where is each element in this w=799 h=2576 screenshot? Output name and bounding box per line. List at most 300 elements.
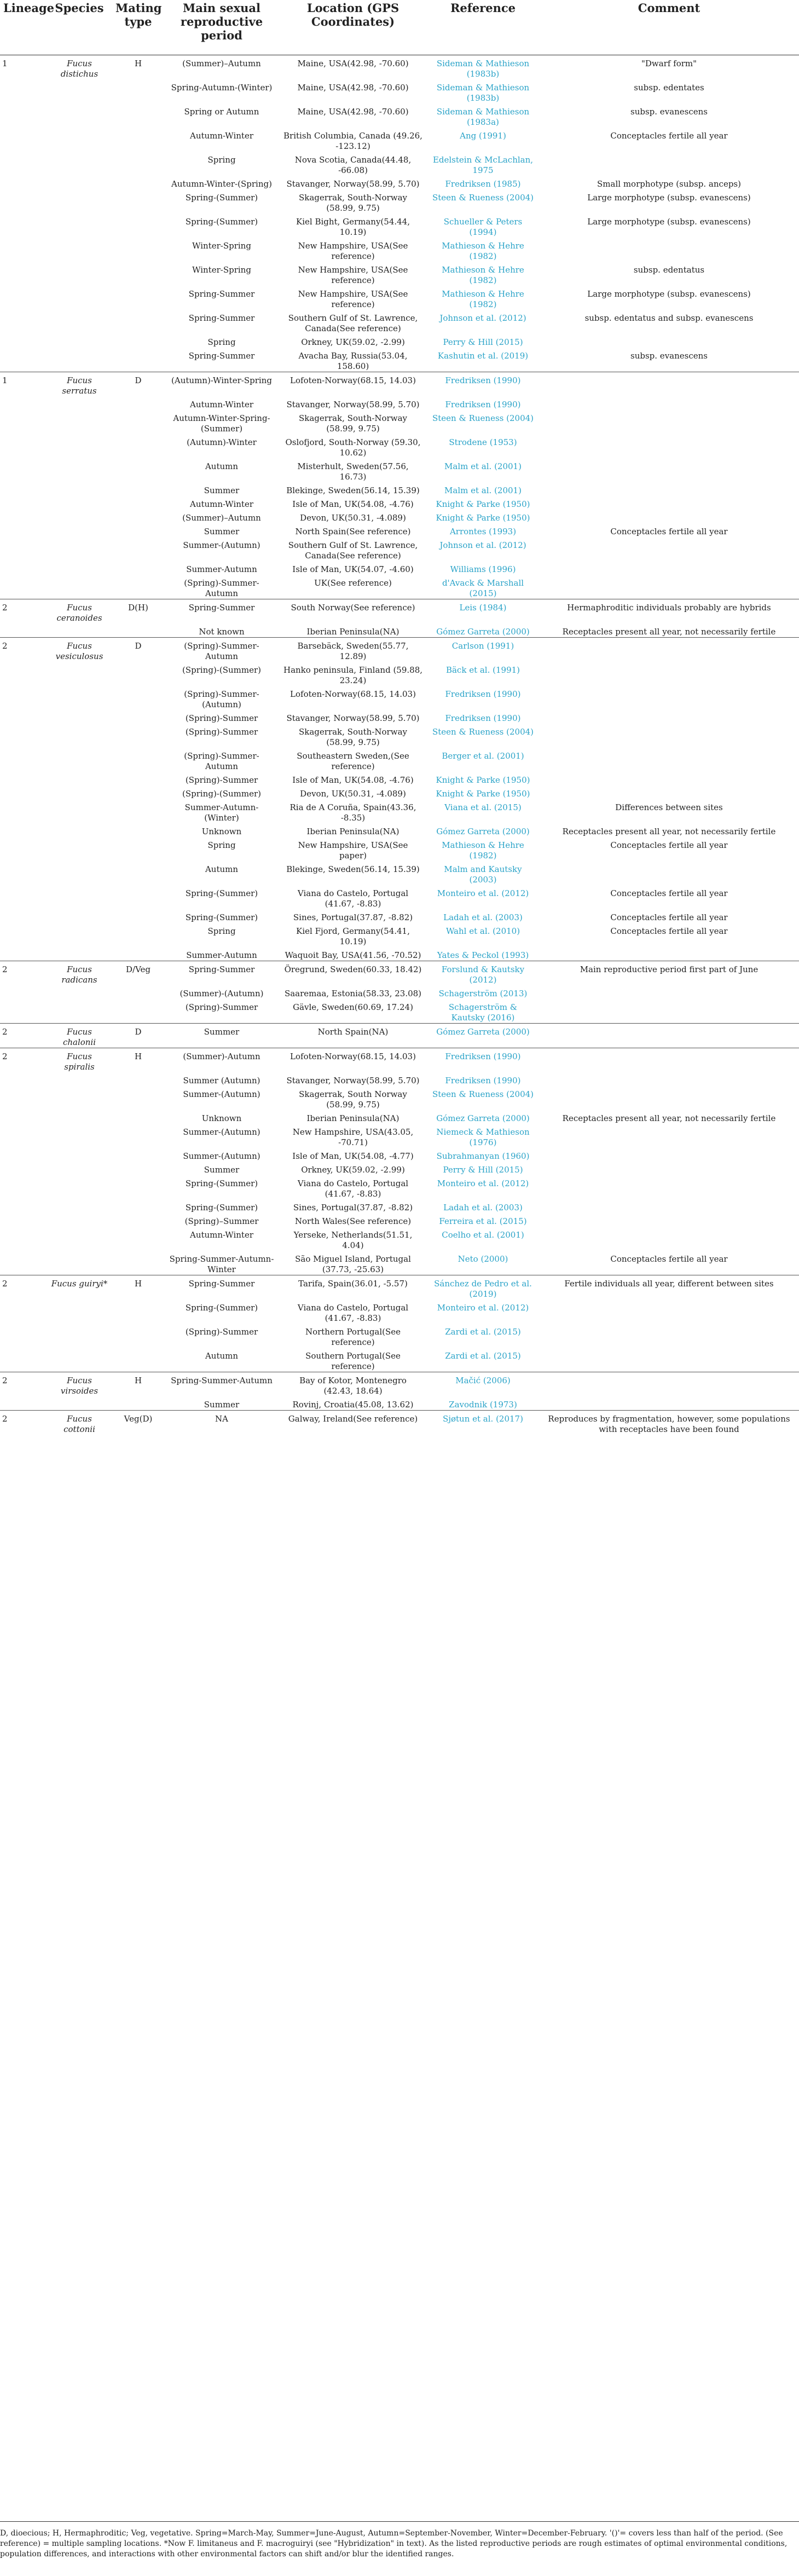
lineage-cell: 1 [0,372,47,396]
mating-type-cell [112,410,164,434]
species-cell: Fucus guiryi* [47,1275,112,1299]
table-row [0,637,799,662]
reference-link[interactable]: Malm and Kautsky (2003) [444,864,522,885]
species-cell [47,103,112,128]
period-cell: Unknown [201,1113,242,1123]
table-row [0,396,799,410]
reference-link[interactable]: d'Avack & Marshall (2015) [442,577,524,598]
comment-cell [539,537,799,561]
reference-link[interactable]: Arrontes (1993) [449,526,517,536]
comment-cell: Small morphotype (subsp. anceps) [597,178,741,189]
comment-cell: subsp. edentatus and subsp. evanescens [584,313,754,323]
reference-link[interactable]: Mačić (2006) [427,1372,539,1396]
lineage-cell [0,947,47,961]
location-cell: Bay of Kotor, Montenegro (42.43, 18.64) [279,1372,427,1396]
period-cell: Autumn-Winter [189,499,253,509]
mating-type-cell: D [112,637,164,662]
period-cell: (Summer)–Autumn [182,512,261,523]
mating-type-cell [112,575,164,599]
lineage-cell [0,837,47,861]
species-cell [47,885,112,909]
table-row [0,599,799,623]
species-cell [47,710,112,724]
comment-cell [539,372,799,396]
table-row [0,561,799,575]
period-cell: Spring-Summer [164,599,279,623]
species-cell [47,537,112,561]
reference-link[interactable]: Leis (1984) [427,599,539,623]
lineage-cell [0,909,47,923]
comment-cell [539,1023,799,1048]
comment-cell: Large morphotype (subsp. evanescens) [587,192,751,203]
reference-link[interactable]: Neto (2000) [458,1254,508,1264]
table-row [0,152,799,176]
reference-link[interactable]: Berger et al. (2001) [442,750,524,761]
period-cell: Spring-(Summer) [185,1202,258,1212]
reference-link[interactable]: Malm et al. (2001) [444,461,522,471]
table-row [0,724,799,748]
lineage-cell [0,1162,47,1175]
mating-type-cell [112,152,164,176]
reference-link[interactable]: Mathieson & Hehre (1982) [442,264,524,285]
table-row [0,662,799,686]
reference-link[interactable]: Zardi et al. (2015) [445,1326,521,1337]
mating-type-cell [112,1251,164,1275]
reference-link[interactable]: Bäck et al. (1991) [445,665,520,675]
comment-cell [539,434,799,458]
mating-type-cell [112,909,164,923]
comment-cell: subsp. evanescens [630,350,708,361]
reference-link[interactable]: Steen & Rueness (2004) [432,192,534,203]
reference-link[interactable]: Sideman & Mathieson (1983b) [436,82,530,103]
lineage-cell [0,1299,47,1324]
reference-link[interactable]: Ang (1991) [460,130,506,141]
location-cell: New Hampshire, USA(See paper) [298,840,408,860]
reference-link[interactable]: Knight & Parke (1950) [436,775,530,785]
table-row [0,1410,799,1435]
period-cell: Summer-Autumn [186,564,257,574]
period-cell: Spring-(Summer) [185,216,258,227]
table-row [0,710,799,724]
location-cell: Lofoten-Norway(68.15, 14.03) [279,372,427,396]
species-cell [47,823,112,837]
reference-link[interactable]: Edelstein & McLachlan, 1975 [432,154,534,175]
reference-link[interactable]: Fredriksen (1990) [427,1048,539,1072]
lineage-cell [0,523,47,537]
species-cell [47,152,112,176]
period-cell: Unknown [201,826,242,836]
period-cell: Spring [207,337,236,347]
mating-type-cell [112,79,164,103]
reference-link[interactable]: Monteiro et al. (2012) [437,888,529,898]
reference-link[interactable]: Fredriksen (1990) [445,1075,521,1085]
table-row [0,772,799,785]
species-cell: Fucus vesiculosus [47,637,112,662]
period-cell: (Spring)–Summer [184,1216,259,1226]
reference-link[interactable]: Williams (1996) [450,564,516,574]
location-cell: Gävle, Sweden(60.69, 17.24) [293,1002,413,1012]
reference-link[interactable]: Ladah et al. (2003) [443,1202,523,1212]
lineage-cell [0,537,47,561]
lineage-cell [0,286,47,310]
reference-link[interactable]: Gómez Garreta (2000) [427,1023,539,1048]
reference-link[interactable]: Mathieson & Hehre (1982) [442,240,524,261]
reference-link[interactable]: Wahl et al. (2010) [445,926,520,936]
comment-cell: Conceptacles fertile all year [610,526,728,536]
reference-link[interactable]: Sjøtun et al. (2017) [427,1410,539,1435]
comment-cell [539,662,799,686]
species-cell [47,189,112,213]
reference-link[interactable]: Fredriksen (1985) [445,178,521,189]
comment-cell [539,861,799,885]
comment-cell [539,334,799,348]
location-cell: South Norway(See reference) [279,599,427,623]
lineage-cell [0,496,47,510]
location-cell: North Spain(See reference) [295,526,411,536]
table-row [0,1199,799,1213]
species-cell [47,286,112,310]
species-cell [47,686,112,710]
comment-cell [539,1324,799,1348]
species-cell [47,724,112,748]
period-cell: Summer [204,1399,240,1410]
header-row [0,0,799,55]
reference-link[interactable]: Knight & Parke (1950) [436,499,530,509]
table-row [0,1227,799,1251]
reference-link[interactable]: Zardi et al. (2015) [445,1350,521,1361]
reference-link[interactable]: Fredriksen (1990) [427,372,539,396]
table-row [0,961,799,985]
table-row [0,348,799,372]
reference-link[interactable]: Perry & Hill (2015) [443,337,523,347]
location-cell: Skagerrak, South-Norway (58.99, 9.75) [298,192,407,213]
mating-type-cell [112,1124,164,1148]
period-cell: (Summer)-Autumn [164,1048,279,1072]
species-cell [47,410,112,434]
comment-cell [539,561,799,575]
lineage-cell [0,1148,47,1162]
period-cell: Summer-(Autumn) [183,540,260,550]
header-mating-type: Mating type [112,0,164,55]
lineage-cell [0,396,47,410]
reference-link[interactable]: Perry & Hill (2015) [443,1164,523,1175]
location-cell: Galway, Ireland(See reference) [279,1410,427,1435]
location-cell: Kiel Bight, Germany(54.44, 10.19) [296,216,410,237]
table-row [0,1048,799,1072]
reference-link[interactable]: Gómez Garreta (2000) [436,626,530,637]
reference-link[interactable]: Steen & Rueness (2004) [432,1089,534,1099]
mating-type-cell [112,947,164,961]
location-cell: Barsebäck, Sweden(55.77, 12.89) [279,637,427,662]
lineage-cell [0,772,47,785]
period-cell: Autumn [205,461,239,471]
mating-type-cell [112,262,164,286]
reference-link[interactable]: Niemeck & Mathieson (1976) [436,1127,530,1147]
location-cell: Kiel Fjord, Germany(54.41, 10.19) [296,926,410,946]
lineage-cell: 2 [0,961,47,985]
lineage-cell [0,923,47,947]
table-row [0,1072,799,1086]
lineage-cell [0,434,47,458]
location-cell: Skagerrak, South-Norway (58.99, 9.75) [298,726,407,747]
reference-link[interactable]: Mathieson & Hehre (1982) [442,288,524,309]
location-cell: North Wales(See reference) [294,1216,412,1226]
mating-type-cell: D [112,1023,164,1048]
reference-link[interactable]: Forslund & Kautsky (2012) [427,961,539,985]
location-cell: Maine, USA(42.98, -70.60) [297,106,409,117]
comment-cell: Conceptacles fertile all year [610,1254,728,1264]
reference-link[interactable]: Fredriksen (1990) [445,713,521,723]
location-cell: Ria de A Coruña, Spain(43.36, -8.35) [290,802,416,823]
period-cell: (Autumn)-Winter-Spring [164,372,279,396]
species-cell [47,623,112,638]
table-row [0,999,799,1024]
location-cell: New Hampshire, USA(See reference) [298,288,408,309]
period-cell: Not known [199,626,245,637]
reference-link[interactable]: Malm et al. (2001) [444,485,522,495]
table-row [0,947,799,961]
comment-cell [539,482,799,496]
reference-link[interactable]: Sánchez de Pedro et al. (2019) [427,1275,539,1299]
species-cell [47,923,112,947]
mating-type-cell [112,176,164,189]
period-cell: Autumn-Winter [189,1229,253,1240]
table-row [0,55,799,79]
species-cell [47,985,112,999]
location-cell: Rovinj, Croatia(45.08, 13.62) [292,1399,414,1410]
reference-link[interactable]: Monteiro et al. (2012) [437,1302,529,1313]
table-row [0,1299,799,1324]
period-cell: Autumn [205,1350,239,1361]
species-cell [47,1162,112,1175]
lineage-cell [0,1348,47,1372]
species-cell [47,238,112,262]
table-row [0,1372,799,1396]
species-cell [47,1324,112,1348]
mating-type-cell [112,561,164,575]
comment-cell [539,1086,799,1110]
reference-link[interactable]: Monteiro et al. (2012) [437,1178,529,1188]
table-row [0,103,799,128]
reference-link[interactable]: Schagerström & Kautsky (2016) [448,1002,518,1023]
species-cell [47,1251,112,1275]
mating-type-cell [112,537,164,561]
lineage-cell [0,885,47,909]
table-row [0,458,799,482]
location-cell: Skagerrak, South-Norway (58.99, 9.75) [298,413,407,434]
table-row [0,1213,799,1227]
reference-link[interactable]: Fredriksen (1990) [445,399,521,409]
mating-type-cell [112,523,164,537]
period-cell: Summer-Autumn [186,950,257,960]
mating-type-cell: D(H) [112,599,164,623]
period-cell: Spring [207,926,236,936]
mating-type-cell [112,823,164,837]
location-cell: Saaremaa, Estonia(58.33, 23.08) [284,988,422,998]
species-cell [47,1299,112,1324]
mating-type-cell [112,286,164,310]
lineage-cell [0,152,47,176]
reference-link[interactable]: Sideman & Mathieson (1983b) [436,58,530,79]
species-cell [47,772,112,785]
location-cell: Viana do Castelo, Portugal (41.67, -8.83) [297,1302,409,1323]
location-cell: Maine, USA(42.98, -70.60) [297,58,409,68]
reference-link[interactable]: Fredriksen (1990) [445,689,521,699]
comment-cell: Receptacles present all year, not necessarily fertile [562,826,776,836]
location-cell: Southern Gulf of St. Lawrence, Canada(See reference) [288,313,418,333]
comment-cell [539,1148,799,1162]
species-cell [47,1148,112,1162]
species-cell [47,79,112,103]
comment-cell [539,686,799,710]
comment-cell: subsp. edentates [634,82,704,93]
location-cell: Sines, Portugal(37.87, -8.82) [293,1202,413,1212]
lineage-cell [0,213,47,238]
reference-link[interactable]: Steen & Rueness (2004) [432,726,534,737]
location-cell: Stavanger, Norway(58.99, 5.70) [286,713,420,723]
table-row [0,213,799,238]
reference-link[interactable]: Johnson et al. (2012) [439,313,526,323]
period-cell: Winter-Spring [192,240,251,251]
table-row [0,496,799,510]
table-row [0,799,799,823]
period-cell: NA [164,1410,279,1435]
reference-link[interactable]: Strodene (1953) [449,437,517,447]
mating-type-cell [112,213,164,238]
period-cell: Spring-(Summer) [185,192,258,203]
reference-link[interactable]: Gómez Garreta (2000) [436,826,530,836]
reference-link[interactable]: Ferreira et al. (2015) [439,1216,527,1226]
reference-link[interactable]: Viana et al. (2015) [444,802,522,812]
table-row [0,885,799,909]
period-cell: (Spring)-Summer [185,775,258,785]
reference-link[interactable]: Schueller & Peters (1994) [443,216,523,237]
comment-cell [539,1162,799,1175]
header-reference: Reference [427,0,539,55]
lineage-cell [0,823,47,837]
table-row [0,262,799,286]
lineage-cell [0,348,47,372]
lineage-cell: 2 [0,1410,47,1435]
location-cell: Orkney, UK(59.02, -2.99) [301,337,405,347]
mating-type-cell: D/Veg [112,961,164,985]
lineage-cell [0,686,47,710]
period-cell: (Spring)-(Summer) [182,665,262,675]
lineage-cell [0,1227,47,1251]
period-cell: Spring-Summer [188,288,255,299]
reference-link[interactable]: Knight & Parke (1950) [436,512,530,523]
table-row [0,923,799,947]
lineage-cell [0,189,47,213]
location-cell: Southern Gulf of St. Lawrence, Canada(See reference) [288,540,418,561]
species-cell [47,748,112,772]
location-cell: Misterhult, Sweden(57.56, 16.73) [297,461,409,482]
reference-link[interactable]: Ladah et al. (2003) [443,912,523,922]
species-cell: Fucus virsoides [47,1372,112,1396]
lineage-cell: 2 [0,1048,47,1072]
table-row [0,1275,799,1299]
comment-cell [539,637,799,662]
table-body [0,55,799,1435]
lineage-cell [0,128,47,152]
table-row [0,1086,799,1110]
species-cell [47,262,112,286]
reference-link[interactable]: Kashutin et al. (2019) [437,350,529,361]
table-row [0,1324,799,1348]
mating-type-cell [112,861,164,885]
period-cell: (Spring)-Summer [185,1326,258,1337]
species-cell [47,861,112,885]
location-cell: Iberian Peninsula(NA) [306,1113,399,1123]
reference-link[interactable]: Gómez Garreta (2000) [436,1113,530,1123]
comment-cell [539,152,799,176]
period-cell: Summer-(Autumn) [183,1127,260,1137]
location-cell: Isle of Man, UK(54.08, -4.76) [292,775,414,785]
mating-type-cell [112,1299,164,1324]
period-cell: (Spring)-Summer [185,726,258,737]
lineage-cell [0,1324,47,1348]
reference-link[interactable]: Johnson et al. (2012) [439,540,526,550]
location-cell: Southern Portugal(See reference) [305,1350,401,1371]
comment-cell [539,1124,799,1148]
mating-type-cell [112,482,164,496]
mating-type-cell: H [112,1048,164,1072]
location-cell: Stavanger, Norway(58.99, 5.70) [286,399,420,409]
comment-cell [539,724,799,748]
mating-type-cell [112,310,164,334]
reference-link[interactable]: Carlson (1991) [427,637,539,662]
period-cell: Summer [204,1164,240,1175]
reference-link[interactable]: Coelho et al. (2001) [442,1229,524,1240]
comment-cell: Receptacles present all year, not necessarily fertile [562,1113,776,1123]
comment-cell: Receptacles present all year, not necessarily fertile [562,626,776,637]
reference-link[interactable]: Steen & Rueness (2004) [432,413,534,423]
reference-link[interactable]: Zavodnik (1973) [449,1399,517,1410]
lineage-cell [0,748,47,772]
location-cell: Stavanger, Norway(58.99, 5.70) [286,1075,420,1085]
reference-link[interactable]: Sideman & Mathieson (1983a) [436,106,530,127]
comment-cell: Hermaphroditic individuals probably are hybrids [539,599,799,623]
reference-link[interactable]: Schagerström (2013) [438,988,528,998]
comment-cell [539,1213,799,1227]
location-cell: Orkney, UK(59.02, -2.99) [301,1164,405,1175]
reference-link[interactable]: Mathieson & Hehre (1982) [442,840,524,860]
period-cell: Spring-Autumn-(Winter) [171,82,273,93]
location-cell: North Spain(NA) [279,1023,427,1048]
period-cell: (Spring)-Summer-(Autumn) [184,689,259,709]
location-cell: Lofoten-Norway(68.15, 14.03) [290,689,416,699]
reference-link[interactable]: Yates & Peckol (1993) [437,950,529,960]
location-cell: Sines, Portugal(37.87, -8.82) [293,912,413,922]
mating-type-cell [112,1199,164,1213]
period-cell: (Spring)-(Summer) [182,788,262,799]
comment-cell [539,1299,799,1324]
species-cell [47,1348,112,1372]
lineage-cell [0,985,47,999]
species-cell [47,334,112,348]
reference-link[interactable]: Knight & Parke (1950) [436,788,530,799]
lineage-cell [0,799,47,823]
mating-type-cell [112,724,164,748]
lineage-cell [0,623,47,638]
lineage-cell [0,575,47,599]
lineage-cell [0,662,47,686]
lineage-cell [0,262,47,286]
table-row [0,1110,799,1124]
period-cell: Spring [207,840,236,850]
reference-link[interactable]: Subrahmanyan (1960) [436,1151,530,1161]
period-cell: (Spring)-Summer [185,713,258,723]
